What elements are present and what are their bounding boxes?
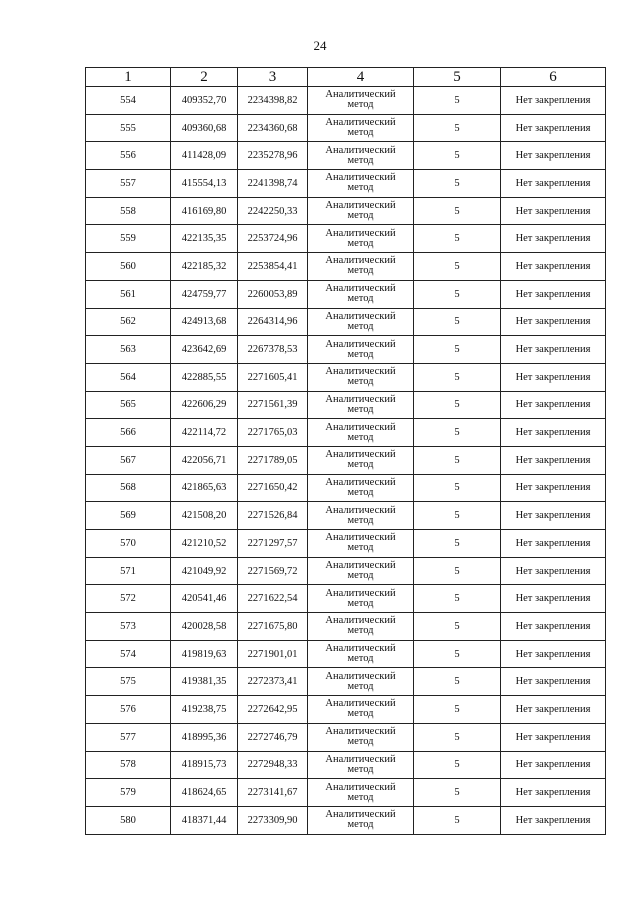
accuracy-cell: 5 xyxy=(414,530,501,558)
fixation-cell: Нет закрепления xyxy=(501,419,606,447)
y-coordinate-cell: 2234398,82 xyxy=(238,87,308,115)
coordinates-table xyxy=(85,67,606,835)
method-cell xyxy=(308,114,414,142)
method-line-1: Аналитический xyxy=(325,144,396,156)
method-line-1: Аналитический xyxy=(325,643,396,655)
method-line-1: Аналитический xyxy=(325,532,396,544)
fixation-cell: Нет закрепления xyxy=(501,723,606,751)
table-row xyxy=(86,170,606,198)
y-coordinate-cell: 2235278,96 xyxy=(238,142,308,170)
method-line-1: Аналитический xyxy=(325,560,396,572)
method-line-1: Аналитический xyxy=(325,172,396,184)
method-cell xyxy=(308,668,414,696)
method-line-1: Аналитический xyxy=(325,283,396,295)
y-coordinate-cell: 2271561,39 xyxy=(238,391,308,419)
table-header-row xyxy=(86,68,606,87)
accuracy-cell: 5 xyxy=(414,751,501,779)
method-line-2: метод xyxy=(347,320,374,332)
point-number-cell: 559 xyxy=(86,225,171,253)
fixation-cell: Нет закрепления xyxy=(501,280,606,308)
method-line-2: метод xyxy=(347,459,374,471)
method-line-1: Аналитический xyxy=(325,726,396,738)
point-number-cell: 573 xyxy=(86,613,171,641)
method-line-1: Аналитический xyxy=(325,615,396,627)
method-line-1: Аналитический xyxy=(325,227,396,239)
table-row xyxy=(86,336,606,364)
table-body xyxy=(86,87,606,835)
method-line-1: Аналитический xyxy=(325,89,396,101)
table-row xyxy=(86,308,606,336)
point-number-cell: 571 xyxy=(86,557,171,585)
method-cell xyxy=(308,197,414,225)
x-coordinate-cell: 422114,72 xyxy=(171,419,238,447)
y-coordinate-cell: 2271789,05 xyxy=(238,446,308,474)
table-row xyxy=(86,779,606,807)
method-cell xyxy=(308,806,414,834)
x-coordinate-cell: 421508,20 xyxy=(171,502,238,530)
column-header-1: 1 xyxy=(86,68,171,87)
accuracy-cell: 5 xyxy=(414,502,501,530)
x-coordinate-cell: 418624,65 xyxy=(171,779,238,807)
method-line-2: метод xyxy=(347,763,374,775)
method-line-2: метод xyxy=(347,597,374,609)
method-line-1: Аналитический xyxy=(325,753,396,765)
method-line-2: метод xyxy=(347,237,374,249)
point-number-cell: 575 xyxy=(86,668,171,696)
table-row xyxy=(86,806,606,834)
method-cell xyxy=(308,474,414,502)
method-cell xyxy=(308,585,414,613)
accuracy-cell: 5 xyxy=(414,170,501,198)
method-line-2: метод xyxy=(347,265,374,277)
method-cell xyxy=(308,530,414,558)
method-line-1: Аналитический xyxy=(325,117,396,129)
table-row xyxy=(86,419,606,447)
x-coordinate-cell: 418371,44 xyxy=(171,806,238,834)
point-number-cell: 557 xyxy=(86,170,171,198)
method-line-2: метод xyxy=(347,708,374,720)
method-line-2: метод xyxy=(347,736,374,748)
x-coordinate-cell: 420028,58 xyxy=(171,613,238,641)
y-coordinate-cell: 2271650,42 xyxy=(238,474,308,502)
fixation-cell: Нет закрепления xyxy=(501,170,606,198)
method-line-2: метод xyxy=(347,293,374,305)
method-line-1: Аналитический xyxy=(325,809,396,821)
table-row xyxy=(86,114,606,142)
fixation-cell: Нет закрепления xyxy=(501,142,606,170)
x-coordinate-cell: 422056,71 xyxy=(171,446,238,474)
point-number-cell: 563 xyxy=(86,336,171,364)
table-row xyxy=(86,197,606,225)
y-coordinate-cell: 2272373,41 xyxy=(238,668,308,696)
method-line-1: Аналитический xyxy=(325,587,396,599)
method-line-2: метод xyxy=(347,154,374,166)
fixation-cell: Нет закрепления xyxy=(501,806,606,834)
method-line-2: метод xyxy=(347,99,374,111)
x-coordinate-cell: 419238,75 xyxy=(171,696,238,724)
fixation-cell: Нет закрепления xyxy=(501,336,606,364)
table-row xyxy=(86,280,606,308)
y-coordinate-cell: 2271526,84 xyxy=(238,502,308,530)
point-number-cell: 562 xyxy=(86,308,171,336)
accuracy-cell: 5 xyxy=(414,723,501,751)
x-coordinate-cell: 409352,70 xyxy=(171,87,238,115)
point-number-cell: 566 xyxy=(86,419,171,447)
y-coordinate-cell: 2271675,80 xyxy=(238,613,308,641)
column-header-6: 6 xyxy=(501,68,606,87)
fixation-cell: Нет закрепления xyxy=(501,363,606,391)
y-coordinate-cell: 2253724,96 xyxy=(238,225,308,253)
x-coordinate-cell: 409360,68 xyxy=(171,114,238,142)
column-header-3: 3 xyxy=(238,68,308,87)
point-number-cell: 555 xyxy=(86,114,171,142)
method-cell xyxy=(308,253,414,281)
method-line-1: Аналитический xyxy=(325,310,396,322)
method-cell xyxy=(308,225,414,253)
method-line-2: метод xyxy=(347,210,374,222)
table-row xyxy=(86,640,606,668)
y-coordinate-cell: 2271605,41 xyxy=(238,363,308,391)
point-number-cell: 574 xyxy=(86,640,171,668)
accuracy-cell: 5 xyxy=(414,613,501,641)
accuracy-cell: 5 xyxy=(414,336,501,364)
point-number-cell: 576 xyxy=(86,696,171,724)
point-number-cell: 572 xyxy=(86,585,171,613)
accuracy-cell: 5 xyxy=(414,668,501,696)
method-cell xyxy=(308,696,414,724)
x-coordinate-cell: 419819,63 xyxy=(171,640,238,668)
method-line-1: Аналитический xyxy=(325,670,396,682)
method-cell xyxy=(308,363,414,391)
x-coordinate-cell: 422135,35 xyxy=(171,225,238,253)
fixation-cell: Нет закрепления xyxy=(501,668,606,696)
x-coordinate-cell: 416169,80 xyxy=(171,197,238,225)
point-number-cell: 558 xyxy=(86,197,171,225)
y-coordinate-cell: 2272746,79 xyxy=(238,723,308,751)
fixation-cell: Нет закрепления xyxy=(501,308,606,336)
x-coordinate-cell: 421049,92 xyxy=(171,557,238,585)
y-coordinate-cell: 2241398,74 xyxy=(238,170,308,198)
y-coordinate-cell: 2253854,41 xyxy=(238,253,308,281)
method-line-1: Аналитический xyxy=(325,504,396,516)
x-coordinate-cell: 421865,63 xyxy=(171,474,238,502)
table-row xyxy=(86,668,606,696)
fixation-cell: Нет закрепления xyxy=(501,696,606,724)
y-coordinate-cell: 2271622,54 xyxy=(238,585,308,613)
method-cell xyxy=(308,142,414,170)
column-header-2: 2 xyxy=(171,68,238,87)
accuracy-cell: 5 xyxy=(414,391,501,419)
fixation-cell: Нет закрепления xyxy=(501,225,606,253)
fixation-cell: Нет закрепления xyxy=(501,585,606,613)
x-coordinate-cell: 411428,09 xyxy=(171,142,238,170)
accuracy-cell: 5 xyxy=(414,419,501,447)
method-line-2: метод xyxy=(347,182,374,194)
method-line-1: Аналитический xyxy=(325,781,396,793)
method-line-2: метод xyxy=(347,403,374,415)
method-line-1: Аналитический xyxy=(325,449,396,461)
y-coordinate-cell: 2260053,89 xyxy=(238,280,308,308)
point-number-cell: 567 xyxy=(86,446,171,474)
x-coordinate-cell: 419381,35 xyxy=(171,668,238,696)
fixation-cell: Нет закрепления xyxy=(501,502,606,530)
table-row xyxy=(86,225,606,253)
accuracy-cell: 5 xyxy=(414,363,501,391)
point-number-cell: 564 xyxy=(86,363,171,391)
y-coordinate-cell: 2234360,68 xyxy=(238,114,308,142)
accuracy-cell: 5 xyxy=(414,806,501,834)
accuracy-cell: 5 xyxy=(414,114,501,142)
method-line-1: Аналитический xyxy=(325,338,396,350)
fixation-cell: Нет закрепления xyxy=(501,253,606,281)
y-coordinate-cell: 2271901,01 xyxy=(238,640,308,668)
y-coordinate-cell: 2271569,72 xyxy=(238,557,308,585)
method-cell xyxy=(308,751,414,779)
fixation-cell: Нет закрепления xyxy=(501,446,606,474)
table-row xyxy=(86,446,606,474)
accuracy-cell: 5 xyxy=(414,474,501,502)
fixation-cell: Нет закрепления xyxy=(501,613,606,641)
table-row xyxy=(86,253,606,281)
method-line-2: метод xyxy=(347,514,374,526)
x-coordinate-cell: 421210,52 xyxy=(171,530,238,558)
y-coordinate-cell: 2264314,96 xyxy=(238,308,308,336)
fixation-cell: Нет закрепления xyxy=(501,751,606,779)
fixation-cell: Нет закрепления xyxy=(501,114,606,142)
method-line-1: Аналитический xyxy=(325,393,396,405)
method-cell xyxy=(308,446,414,474)
method-line-2: метод xyxy=(347,819,374,831)
point-number-cell: 561 xyxy=(86,280,171,308)
method-line-2: метод xyxy=(347,486,374,498)
y-coordinate-cell: 2272948,33 xyxy=(238,751,308,779)
method-line-1: Аналитический xyxy=(325,476,396,488)
accuracy-cell: 5 xyxy=(414,280,501,308)
x-coordinate-cell: 420541,46 xyxy=(171,585,238,613)
point-number-cell: 578 xyxy=(86,751,171,779)
method-cell xyxy=(308,391,414,419)
method-line-1: Аналитический xyxy=(325,698,396,710)
table-row xyxy=(86,557,606,585)
x-coordinate-cell: 418915,73 xyxy=(171,751,238,779)
table-row xyxy=(86,613,606,641)
y-coordinate-cell: 2273141,67 xyxy=(238,779,308,807)
table-row xyxy=(86,696,606,724)
accuracy-cell: 5 xyxy=(414,197,501,225)
table-row xyxy=(86,751,606,779)
point-number-cell: 569 xyxy=(86,502,171,530)
accuracy-cell: 5 xyxy=(414,225,501,253)
accuracy-cell: 5 xyxy=(414,557,501,585)
table-row xyxy=(86,723,606,751)
accuracy-cell: 5 xyxy=(414,253,501,281)
table-row xyxy=(86,363,606,391)
point-number-cell: 577 xyxy=(86,723,171,751)
method-cell xyxy=(308,87,414,115)
fixation-cell: Нет закрепления xyxy=(501,87,606,115)
point-number-cell: 579 xyxy=(86,779,171,807)
method-line-1: Аналитический xyxy=(325,366,396,378)
fixation-cell: Нет закрепления xyxy=(501,779,606,807)
method-cell xyxy=(308,336,414,364)
accuracy-cell: 5 xyxy=(414,308,501,336)
method-line-2: метод xyxy=(347,791,374,803)
point-number-cell: 565 xyxy=(86,391,171,419)
method-line-2: метод xyxy=(347,431,374,443)
accuracy-cell: 5 xyxy=(414,640,501,668)
table-row xyxy=(86,142,606,170)
method-line-2: метод xyxy=(347,680,374,692)
method-line-1: Аналитический xyxy=(325,421,396,433)
method-cell xyxy=(308,613,414,641)
method-cell xyxy=(308,723,414,751)
fixation-cell: Нет закрепления xyxy=(501,391,606,419)
accuracy-cell: 5 xyxy=(414,87,501,115)
column-header-4: 4 xyxy=(308,68,414,87)
accuracy-cell: 5 xyxy=(414,446,501,474)
table-row xyxy=(86,530,606,558)
point-number-cell: 560 xyxy=(86,253,171,281)
point-number-cell: 554 xyxy=(86,87,171,115)
x-coordinate-cell: 424759,77 xyxy=(171,280,238,308)
page-number: 24 xyxy=(313,38,327,53)
method-line-2: метод xyxy=(347,570,374,582)
point-number-cell: 568 xyxy=(86,474,171,502)
y-coordinate-cell: 2271297,57 xyxy=(238,530,308,558)
method-cell xyxy=(308,557,414,585)
fixation-cell: Нет закрепления xyxy=(501,197,606,225)
x-coordinate-cell: 418995,36 xyxy=(171,723,238,751)
table-row xyxy=(86,585,606,613)
fixation-cell: Нет закрепления xyxy=(501,640,606,668)
method-line-2: метод xyxy=(347,625,374,637)
y-coordinate-cell: 2271765,03 xyxy=(238,419,308,447)
x-coordinate-cell: 422885,55 xyxy=(171,363,238,391)
y-coordinate-cell: 2267378,53 xyxy=(238,336,308,364)
method-line-2: метод xyxy=(347,542,374,554)
method-line-2: метод xyxy=(347,376,374,388)
fixation-cell: Нет закрепления xyxy=(501,474,606,502)
method-line-2: метод xyxy=(347,653,374,665)
table-row xyxy=(86,474,606,502)
table-row xyxy=(86,502,606,530)
method-cell xyxy=(308,640,414,668)
accuracy-cell: 5 xyxy=(414,696,501,724)
column-header-5: 5 xyxy=(414,68,501,87)
point-number-cell: 570 xyxy=(86,530,171,558)
table-row xyxy=(86,391,606,419)
y-coordinate-cell: 2273309,90 xyxy=(238,806,308,834)
accuracy-cell: 5 xyxy=(414,779,501,807)
method-cell xyxy=(308,170,414,198)
x-coordinate-cell: 424913,68 xyxy=(171,308,238,336)
method-line-2: метод xyxy=(347,348,374,360)
x-coordinate-cell: 422606,29 xyxy=(171,391,238,419)
fixation-cell: Нет закрепления xyxy=(501,530,606,558)
point-number-cell: 580 xyxy=(86,806,171,834)
method-cell xyxy=(308,308,414,336)
method-line-1: Аналитический xyxy=(325,255,396,267)
x-coordinate-cell: 423642,69 xyxy=(171,336,238,364)
method-cell xyxy=(308,779,414,807)
accuracy-cell: 5 xyxy=(414,142,501,170)
y-coordinate-cell: 2272642,95 xyxy=(238,696,308,724)
method-cell xyxy=(308,419,414,447)
fixation-cell: Нет закрепления xyxy=(501,557,606,585)
table-row xyxy=(86,87,606,115)
method-line-1: Аналитический xyxy=(325,200,396,212)
method-line-2: метод xyxy=(347,127,374,139)
point-number-cell: 556 xyxy=(86,142,171,170)
accuracy-cell: 5 xyxy=(414,585,501,613)
x-coordinate-cell: 422185,32 xyxy=(171,253,238,281)
y-coordinate-cell: 2242250,33 xyxy=(238,197,308,225)
method-cell xyxy=(308,502,414,530)
method-cell xyxy=(308,280,414,308)
x-coordinate-cell: 415554,13 xyxy=(171,170,238,198)
